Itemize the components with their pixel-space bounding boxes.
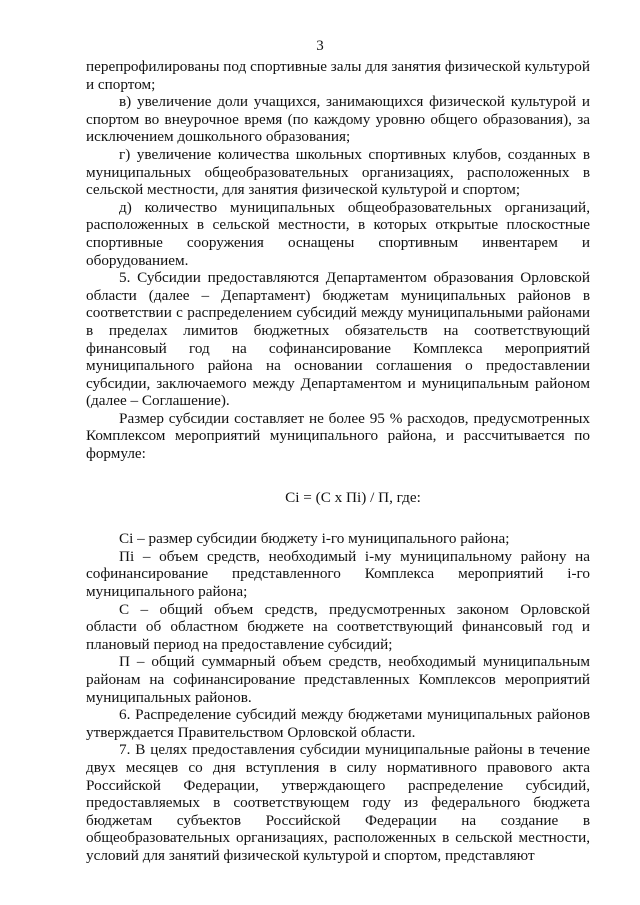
- paragraph-item-g: г) увеличение количества школьных спортивных клубов, созданных в муниципальных общеобразовательных организациях, расположенных в сельской местности, для занятия физической культурой и спортом;: [86, 145, 590, 199]
- paragraph-clause-7: 7. В целях предоставления субсидии муниципальные районы в течение двух месяцев со дня вступления в силу нормативного правового акта Российской Федерации, утверждающего распределение субсидий, предоставляемых в соответствующем году из федерального бюджета бюджетам субъектов Российской Федерации на создание в общеобразовательных организациях, расположенных в сельской местности, условий для занятий физической культурой и спортом, представляют: [86, 741, 590, 864]
- paragraph-continuation: перепрофилированы под спортивные залы для занятия физической культурой и спортом;: [86, 58, 590, 93]
- paragraph-clause-5: 5. Субсидии предоставляются Департаментом образования Орловской области (далее – Департамент) бюджетам муниципальных районов в соответствии с распределением субсидий между муниципальными районами в пределах лимитов бюджетных обязательств на соответствующий финансовый год на софинансирование Комплекса мероприятий муниципального района на основании соглашения о предоставлении субсидии, заключаемого между Департаментом и муниципальным районом (далее – Соглашение).: [86, 269, 590, 410]
- paragraph-item-d: д) количество муниципальных общеобразовательных организаций, расположенных в сельской местности, в которых открытые плоскостные спортивные сооружения оснащены спортивным инвентарем и оборудованием.: [86, 198, 590, 269]
- definition-pi: Пi – объем средств, необходимый i-му муниципальному району на софинансирование представленного Комплекса мероприятий i-го муниципального района;: [86, 547, 590, 601]
- paragraph-subsidy-size: Размер субсидии составляет не более 95 % расходов, предусмотренных Комплексом мероприятий муниципального района, и рассчитывается по формуле:: [86, 409, 590, 463]
- definition-ci: Ci – размер субсидии бюджету i-го муниципального района;: [119, 530, 510, 548]
- paragraph-clause-6: 6. Распределение субсидий между бюджетами муниципальных районов утверждается Правительством Орловской области.: [86, 706, 590, 741]
- formula: Ci = (C x Пi) / П, где:: [285, 488, 421, 506]
- paragraph-item-v: в) увеличение доли учащихся, занимающихся физической культурой и спортом во внеурочное время (по каждому уровню общего образования), за исключением дошкольного образования;: [86, 93, 590, 146]
- definition-p: П – общий суммарный объем средств, необходимый муниципальным районам на софинансирование представленных Комплексов мероприятий муниципальных районов.: [86, 653, 590, 706]
- definition-c: С – общий объем средств, предусмотренных законом Орловской области об областном бюджете на соответствующий финансовый год и плановый период на предоставление субсидий;: [86, 600, 590, 653]
- page-number: 3: [316, 38, 324, 54]
- document-body: [86, 58, 590, 865]
